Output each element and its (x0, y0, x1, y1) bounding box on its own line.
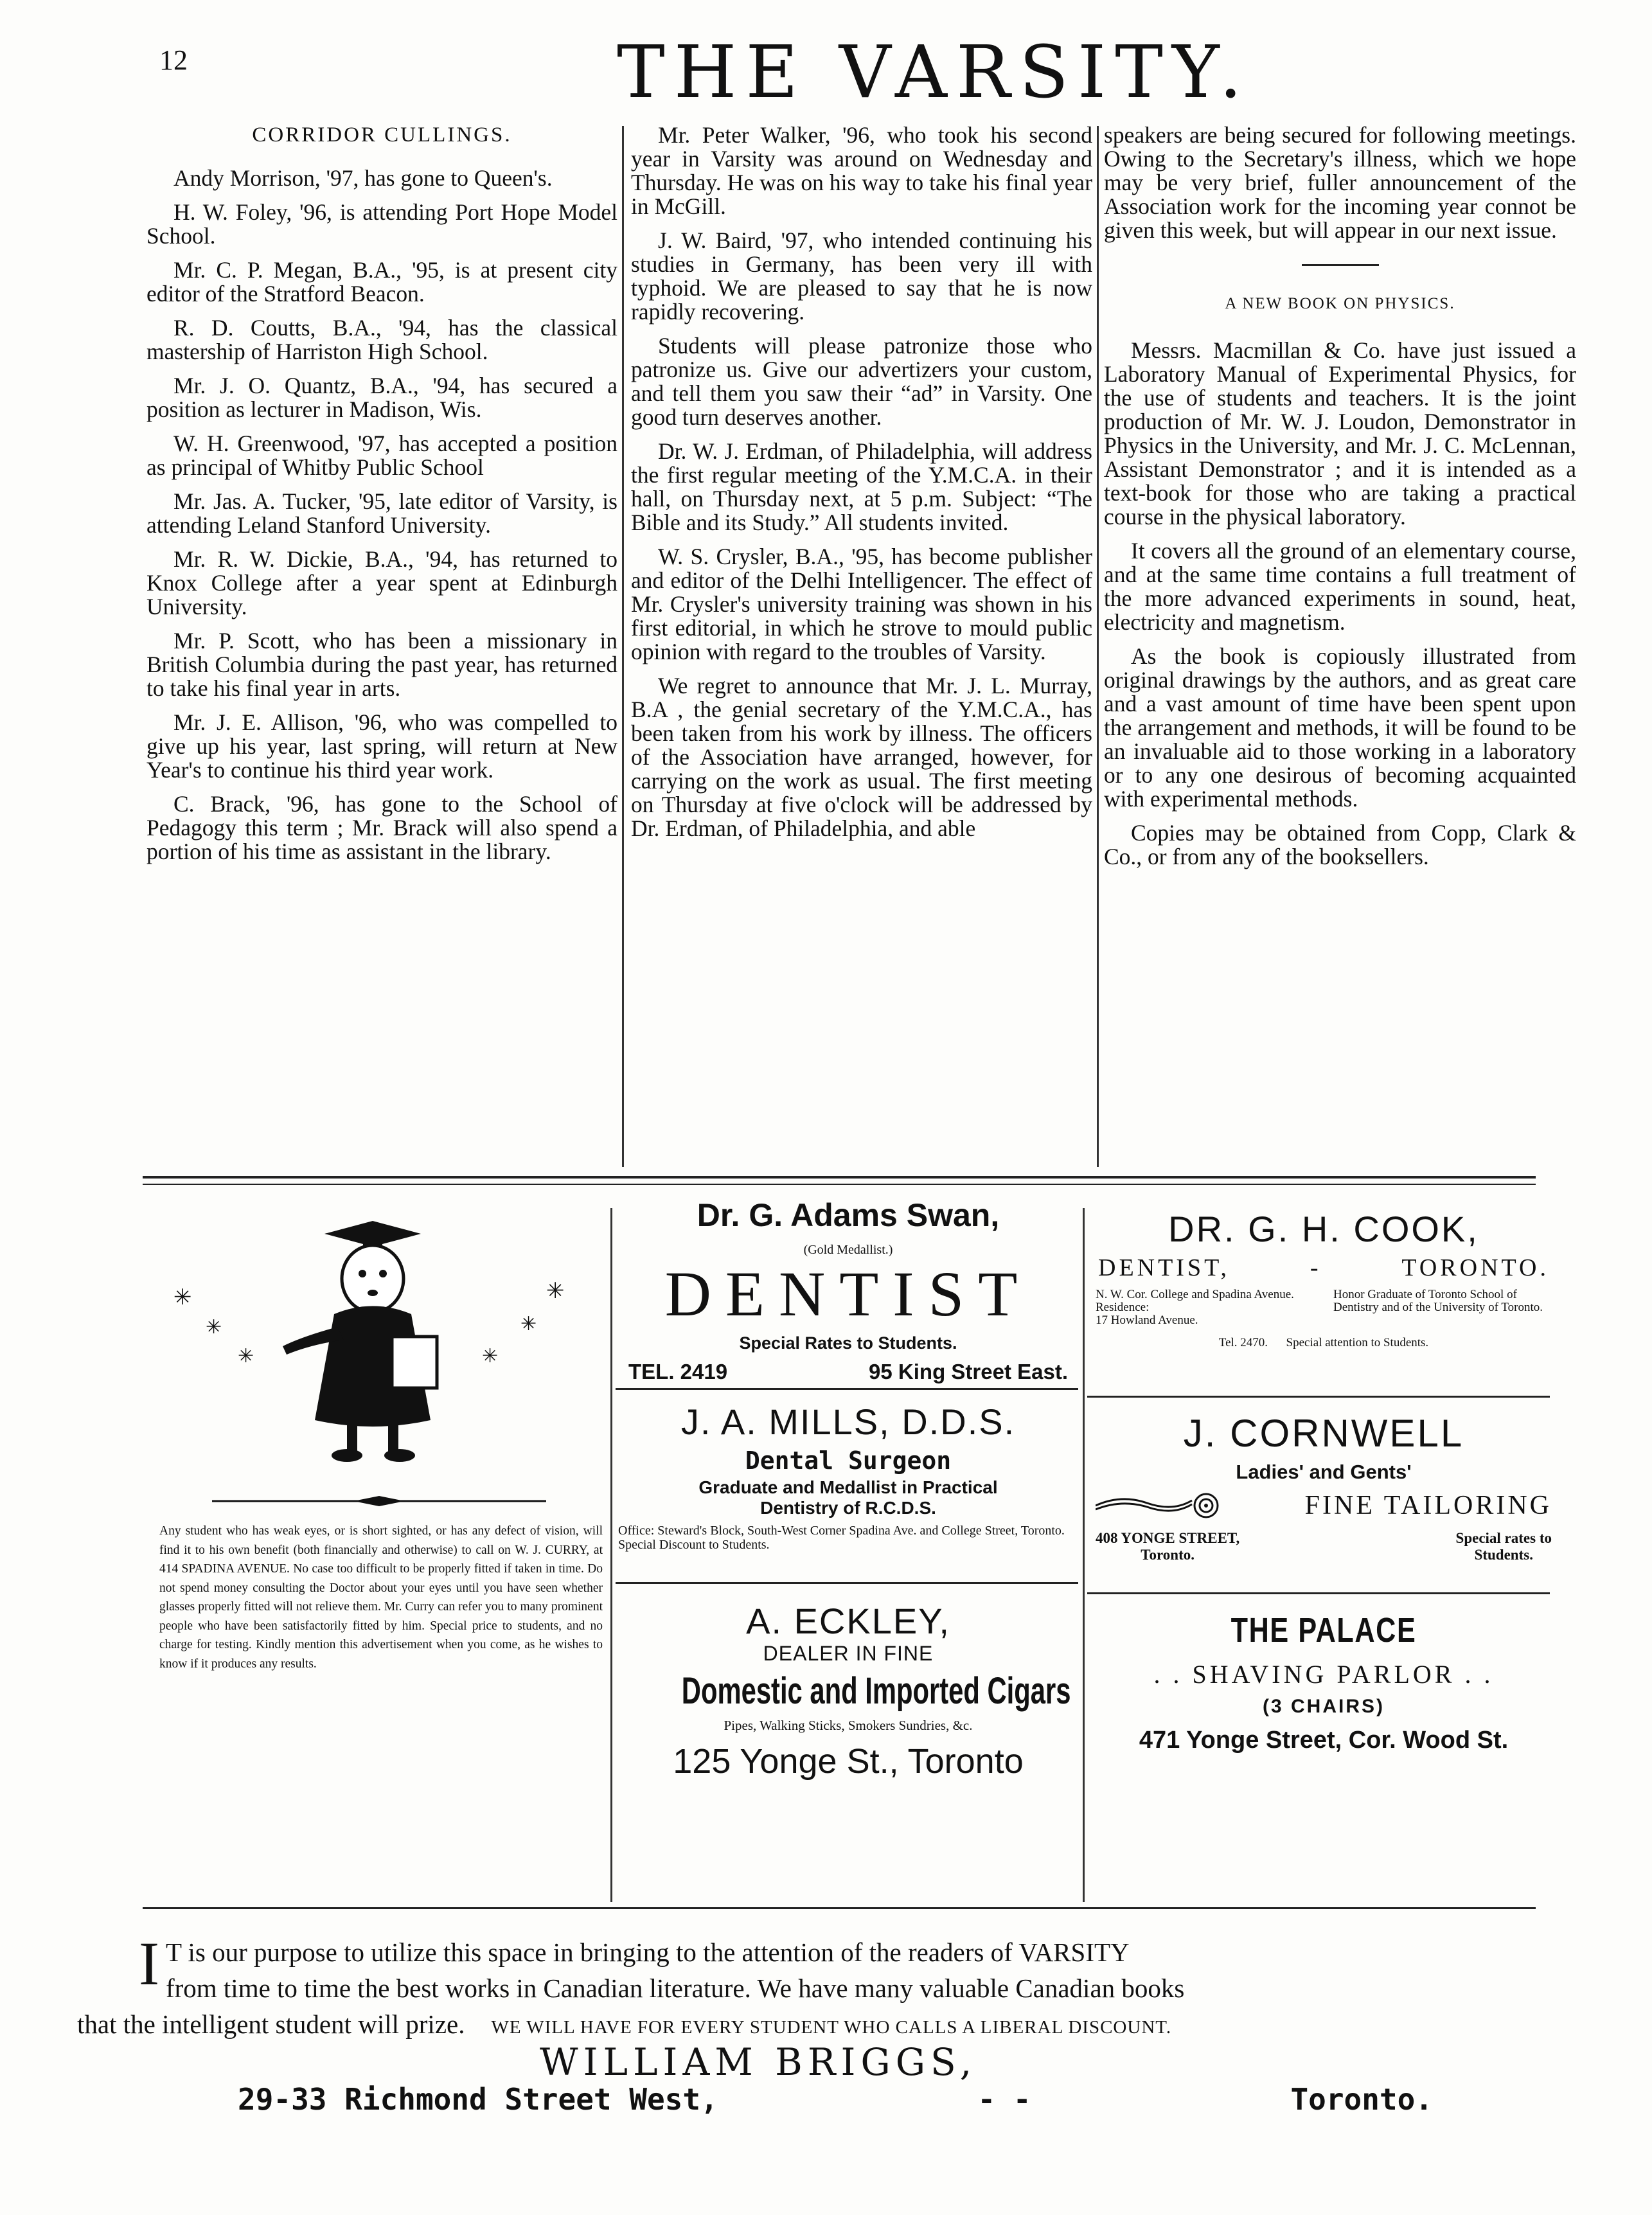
ad-dash: - (1310, 1254, 1322, 1281)
ad-name: J. A. MILLS, D.D.S. (680, 1401, 1016, 1442)
article-paragraph: It covers all the ground of an elementary course, and at the same time contains a full treatment of the more advanced experiments in sound, heat, electricity and magnetism. (1104, 538, 1576, 635)
ad-special-block (1456, 1530, 1552, 1563)
ad-street: 408 YONGE STREET, (1096, 1530, 1240, 1546)
ad-address-block (1096, 1530, 1239, 1563)
news-item: Mr. J. O. Quantz, B.A., '94, has secured a position as lecturer in Madison, Wis. (147, 373, 617, 422)
ad-special: Students. (1474, 1547, 1533, 1563)
svg-text:✳: ✳ (238, 1345, 254, 1367)
briggs-discount: WE WILL HAVE FOR EVERY STUDENT WHO CALLS A LIBERAL DISCOUNT. (491, 2017, 1172, 2038)
svg-text:✳: ✳ (173, 1285, 192, 1310)
ad-rates: Special Rates to Students. (739, 1333, 957, 1353)
news-item: R. D. Coutts, B.A., '94, has the classical mastership of Harriston High School. (147, 315, 617, 364)
ad-rule (616, 1582, 1078, 1584)
news-item: Mr. J. E. Allison, '96, who was compelled to give up his year, last spring, will return at New Year's to continue his third year work. (147, 709, 617, 783)
column-right (1104, 123, 1576, 879)
drop-cap: I (139, 1929, 159, 1998)
svg-text:✳: ✳ (206, 1316, 222, 1339)
ad-tel: TEL. 2419 (628, 1360, 728, 1383)
column-corridor-cullings (147, 123, 617, 874)
scissors-flourish-icon (1096, 1491, 1224, 1520)
curry-advertisement-text: Any student who has weak eyes, or is short sighted, or has any defect of vision, will find it to his own benefit (both financially and otherwise) to call on W. J. CURRY, at 414 SPADINA AVENUE. No case too difficult to be properly fitted if taken in time. Do not spend money consulting the Doctor about your eyes until you have seen whether glasses properly fitted will not relieve them. Mr. Curry can refer you to many prominent people who have been satisfactorily fitted by him. Special price to students, and no charge for testing. Kindly mention this advertisement when you come, as he wishes to know if it produces any results. (159, 1524, 603, 1671)
svg-text:✳: ✳ (520, 1313, 537, 1335)
section-subheading: A NEW BOOK ON PHYSICS. (1225, 295, 1455, 312)
ad-office-info (1096, 1288, 1308, 1327)
article-paragraph: Copies may be obtained from Copp, Clark & Co., or from any of the booksellers. (1104, 820, 1576, 869)
ad-footer (1089, 1336, 1558, 1350)
ad-contact (617, 1353, 1079, 1384)
news-item: Mr. R. W. Dickie, B.A., '94, has returned to Knox College after a year spent at Edinburgh University. (147, 546, 617, 619)
news-item: Mr. Peter Walker, '96, who took his second year in Varsity was around on Wednesday and Thursday. He was on his way to take his final year in McGill. (631, 122, 1092, 219)
briggs-name: WILLIAM BRIGGS, (540, 2040, 977, 2084)
ad-office: Office: Steward's Block, South-West Corner Spadina Ave. and College Street, Toronto. (618, 1524, 1065, 1538)
news-item: W. H. Greenwood, '97, has accepted a position as principal of Whitby Public School (147, 431, 617, 480)
column-divider (622, 126, 624, 1167)
ad-palace (1089, 1610, 1558, 1754)
ornamental-rule (212, 1496, 546, 1506)
section-rule (1302, 264, 1379, 266)
ad-subtitle (1089, 1254, 1558, 1282)
ad-dealer: DEALER IN FINE (763, 1642, 934, 1665)
ad-address: 125 Yonge St., Toronto (673, 1742, 1024, 1781)
news-item: C. Brack, '96, has gone to the School of Pedagogy this term ; Mr. Brack will also spend a portion of his time as assistant in the library. (147, 791, 617, 864)
ad-residence-label: Residence: (1096, 1301, 1150, 1314)
ad-name: Dr. G. Adams Swan, (697, 1197, 1000, 1233)
ad-tel: Tel. 2470. (1218, 1336, 1268, 1349)
ad-city: Toronto. (1141, 1547, 1195, 1563)
page-number: 12 (159, 44, 188, 76)
ad-line: Dentistry of R.C.D.S. (760, 1498, 936, 1518)
news-item: W. S. Crysler, B.A., '95, has become publisher and editor of the Delhi Intelligencer. The effect of Mr. Crysler's university training was shown in his first editorial, in which he strove to mould public opinion with regard to the troubles of Varsity. (631, 544, 1092, 664)
ad-subtitle: Ladies' and Gents' (1236, 1461, 1412, 1483)
ad-discount: Special Discount to Students. (618, 1538, 770, 1552)
column-middle (631, 123, 1092, 851)
ad-fine-row (1089, 1490, 1558, 1521)
news-item: Mr. P. Scott, who has been a missionary in British Columbia during the past year, has returned to take his final year in arts. (147, 628, 617, 701)
ad-fine: FINE TAILORING (1304, 1491, 1552, 1520)
ads-top-rule (143, 1176, 1536, 1179)
news-item: H. W. Foley, '96, is attending Port Hope Model School. (147, 199, 617, 249)
ad-city: TORONTO. (1401, 1254, 1549, 1281)
briggs-line: from time to time the best works in Canadian literature. We have many valuable Canadian books (165, 1973, 1185, 2003)
ad-special: Special attention to Students. (1286, 1336, 1429, 1349)
article-paragraph: As the book is copiously illustrated from original drawings by the authors, and as great care and a vast amount of time have been spent upon the arrangement and methods, it will be found to be an invaluable aid to those working in a laboratory or to any one desirous of becoming acquainted with experimental methods. (1104, 643, 1576, 812)
news-item: J. W. Baird, '97, who intended continuing his studies in Germany, has been very ill with typhoid. We are pleased to say that he is now rapidly recovering. (631, 227, 1092, 325)
ad-name: THE PALACE (1230, 1611, 1417, 1650)
section-heading: CORRIDOR CULLINGS. (252, 123, 512, 147)
ad-name: A. ECKLEY, (746, 1601, 950, 1641)
ad-mills (617, 1401, 1079, 1552)
ad-divider (610, 1208, 612, 1902)
news-item: Students will please patronize those who patronize us. Give our advertizers your custom, and tell them you saw their “ad” in Varsity. One good turn deserves another. (631, 333, 1092, 430)
ad-cigars: Domestic and Imported Cigars (681, 1670, 1071, 1712)
ad-dentist: DENTIST, (1098, 1254, 1230, 1281)
ad-office: N. W. Cor. College and Spadina Avenue. (1096, 1288, 1294, 1301)
ad-cornwell (1089, 1411, 1558, 1563)
ad-chairs: (3 CHAIRS) (1262, 1696, 1385, 1717)
ad-address: 95 King Street East. (869, 1360, 1068, 1383)
svg-text:✳: ✳ (546, 1278, 565, 1304)
ad-rule (1087, 1592, 1550, 1594)
ad-name: J. CORNWELL (1183, 1412, 1464, 1455)
news-item: Dr. W. J. Erdman, of Philadelphia, will address the first regular meeting of the Y.M.C.A. in their hall, on Thursday next, at 5 p.m. Subject: “The Bible and its Study.” All students invited. (631, 438, 1092, 535)
column-divider (1097, 126, 1099, 1167)
ad-residence: 17 Howland Avenue. (1096, 1313, 1198, 1327)
ad-cook (1089, 1208, 1558, 1350)
briggs-city: Toronto. (1290, 2082, 1433, 2117)
briggs-address-row (238, 2082, 1433, 2117)
ad-title: DENTIST (664, 1258, 1032, 1330)
ad-medal: (Gold Medallist.) (803, 1243, 893, 1257)
ads-bottom-rule (143, 1907, 1536, 1909)
ad-parlor: . . SHAVING PARLOR . . (1153, 1660, 1494, 1689)
news-item: Andy Morrison, '97, has gone to Queen's. (173, 165, 553, 191)
ad-sundries: Pipes, Walking Sticks, Smokers Sundries, &c. (724, 1718, 973, 1733)
masthead-title: THE VARSITY. (617, 31, 1251, 114)
briggs-line: that the intelligent student will prize. (77, 2009, 465, 2039)
ad-contact (1089, 1530, 1558, 1563)
briggs-address: 29-33 Richmond Street West, (238, 2082, 718, 2117)
article-paragraph: Messrs. Macmillan & Co. have just issued a Laboratory Manual of Experimental Physics, for the use of students and teachers. It is the joint production of Mr. W. J. Loudon, Demonstrator in Physics in the University, and Mr. J. C. McLennan, Assistant Demonstrator ; and it is intended as a text-book for those who are taking a practical course in the physical laboratory. (1104, 337, 1576, 529)
ad-name: DR. G. H. COOK, (1168, 1209, 1479, 1249)
ad-line: Graduate and Medallist in Practical (698, 1477, 998, 1497)
briggs-dashes: - - (977, 2082, 1031, 2117)
ad-address: 471 Yonge Street, Cor. Wood St. (1139, 1727, 1509, 1754)
ad-rule (1087, 1396, 1550, 1398)
ad-rule (616, 1388, 1078, 1390)
ad-divider (1083, 1208, 1085, 1902)
news-item: We regret to announce that Mr. J. L. Murray, B.A , the genial secretary of the Y.M.C.A., has been taken from his work by illness. The officers of the Association have arranged, however, for carrying on the work as usual. The first meeting on Thursday at five o'clock will be addressed by Dr. Erdman, of Philadelphia, and able (631, 673, 1092, 841)
svg-text:✳: ✳ (482, 1345, 499, 1367)
briggs-line: T is our purpose to utilize this space in bringing to the attention of the readers of VARSITY (165, 1937, 1130, 1967)
ad-details (1089, 1288, 1558, 1327)
ad-special: Special rates to (1455, 1530, 1552, 1546)
ad-swan (617, 1196, 1079, 1384)
news-item-continued: speakers are being secured for following meetings. Owing to the Secretary's illness, which we hope may be very brief, fuller announcement of the Association work for the incoming year connot be given this week, but will appear in our next issue. (1104, 122, 1576, 243)
briggs-advertisement (77, 1929, 1559, 2045)
ads-top-rule-thin (143, 1184, 1536, 1185)
news-item: Mr. Jas. A. Tucker, '95, late editor of Varsity, is attending Leland Stanford University. (147, 488, 617, 538)
ad-title: Dental Surgeon (745, 1446, 952, 1475)
briggs-line-3 (77, 2006, 1559, 2045)
ad-eckley (617, 1600, 1079, 1781)
news-item: Mr. C. P. Megan, B.A., '95, is at present city editor of the Stratford Beacon. (147, 257, 617, 307)
ad-honors: Honor Graduate of Toronto School of Dentistry and of the University of Toronto. (1333, 1288, 1543, 1314)
graduate-illustration (161, 1208, 598, 1491)
